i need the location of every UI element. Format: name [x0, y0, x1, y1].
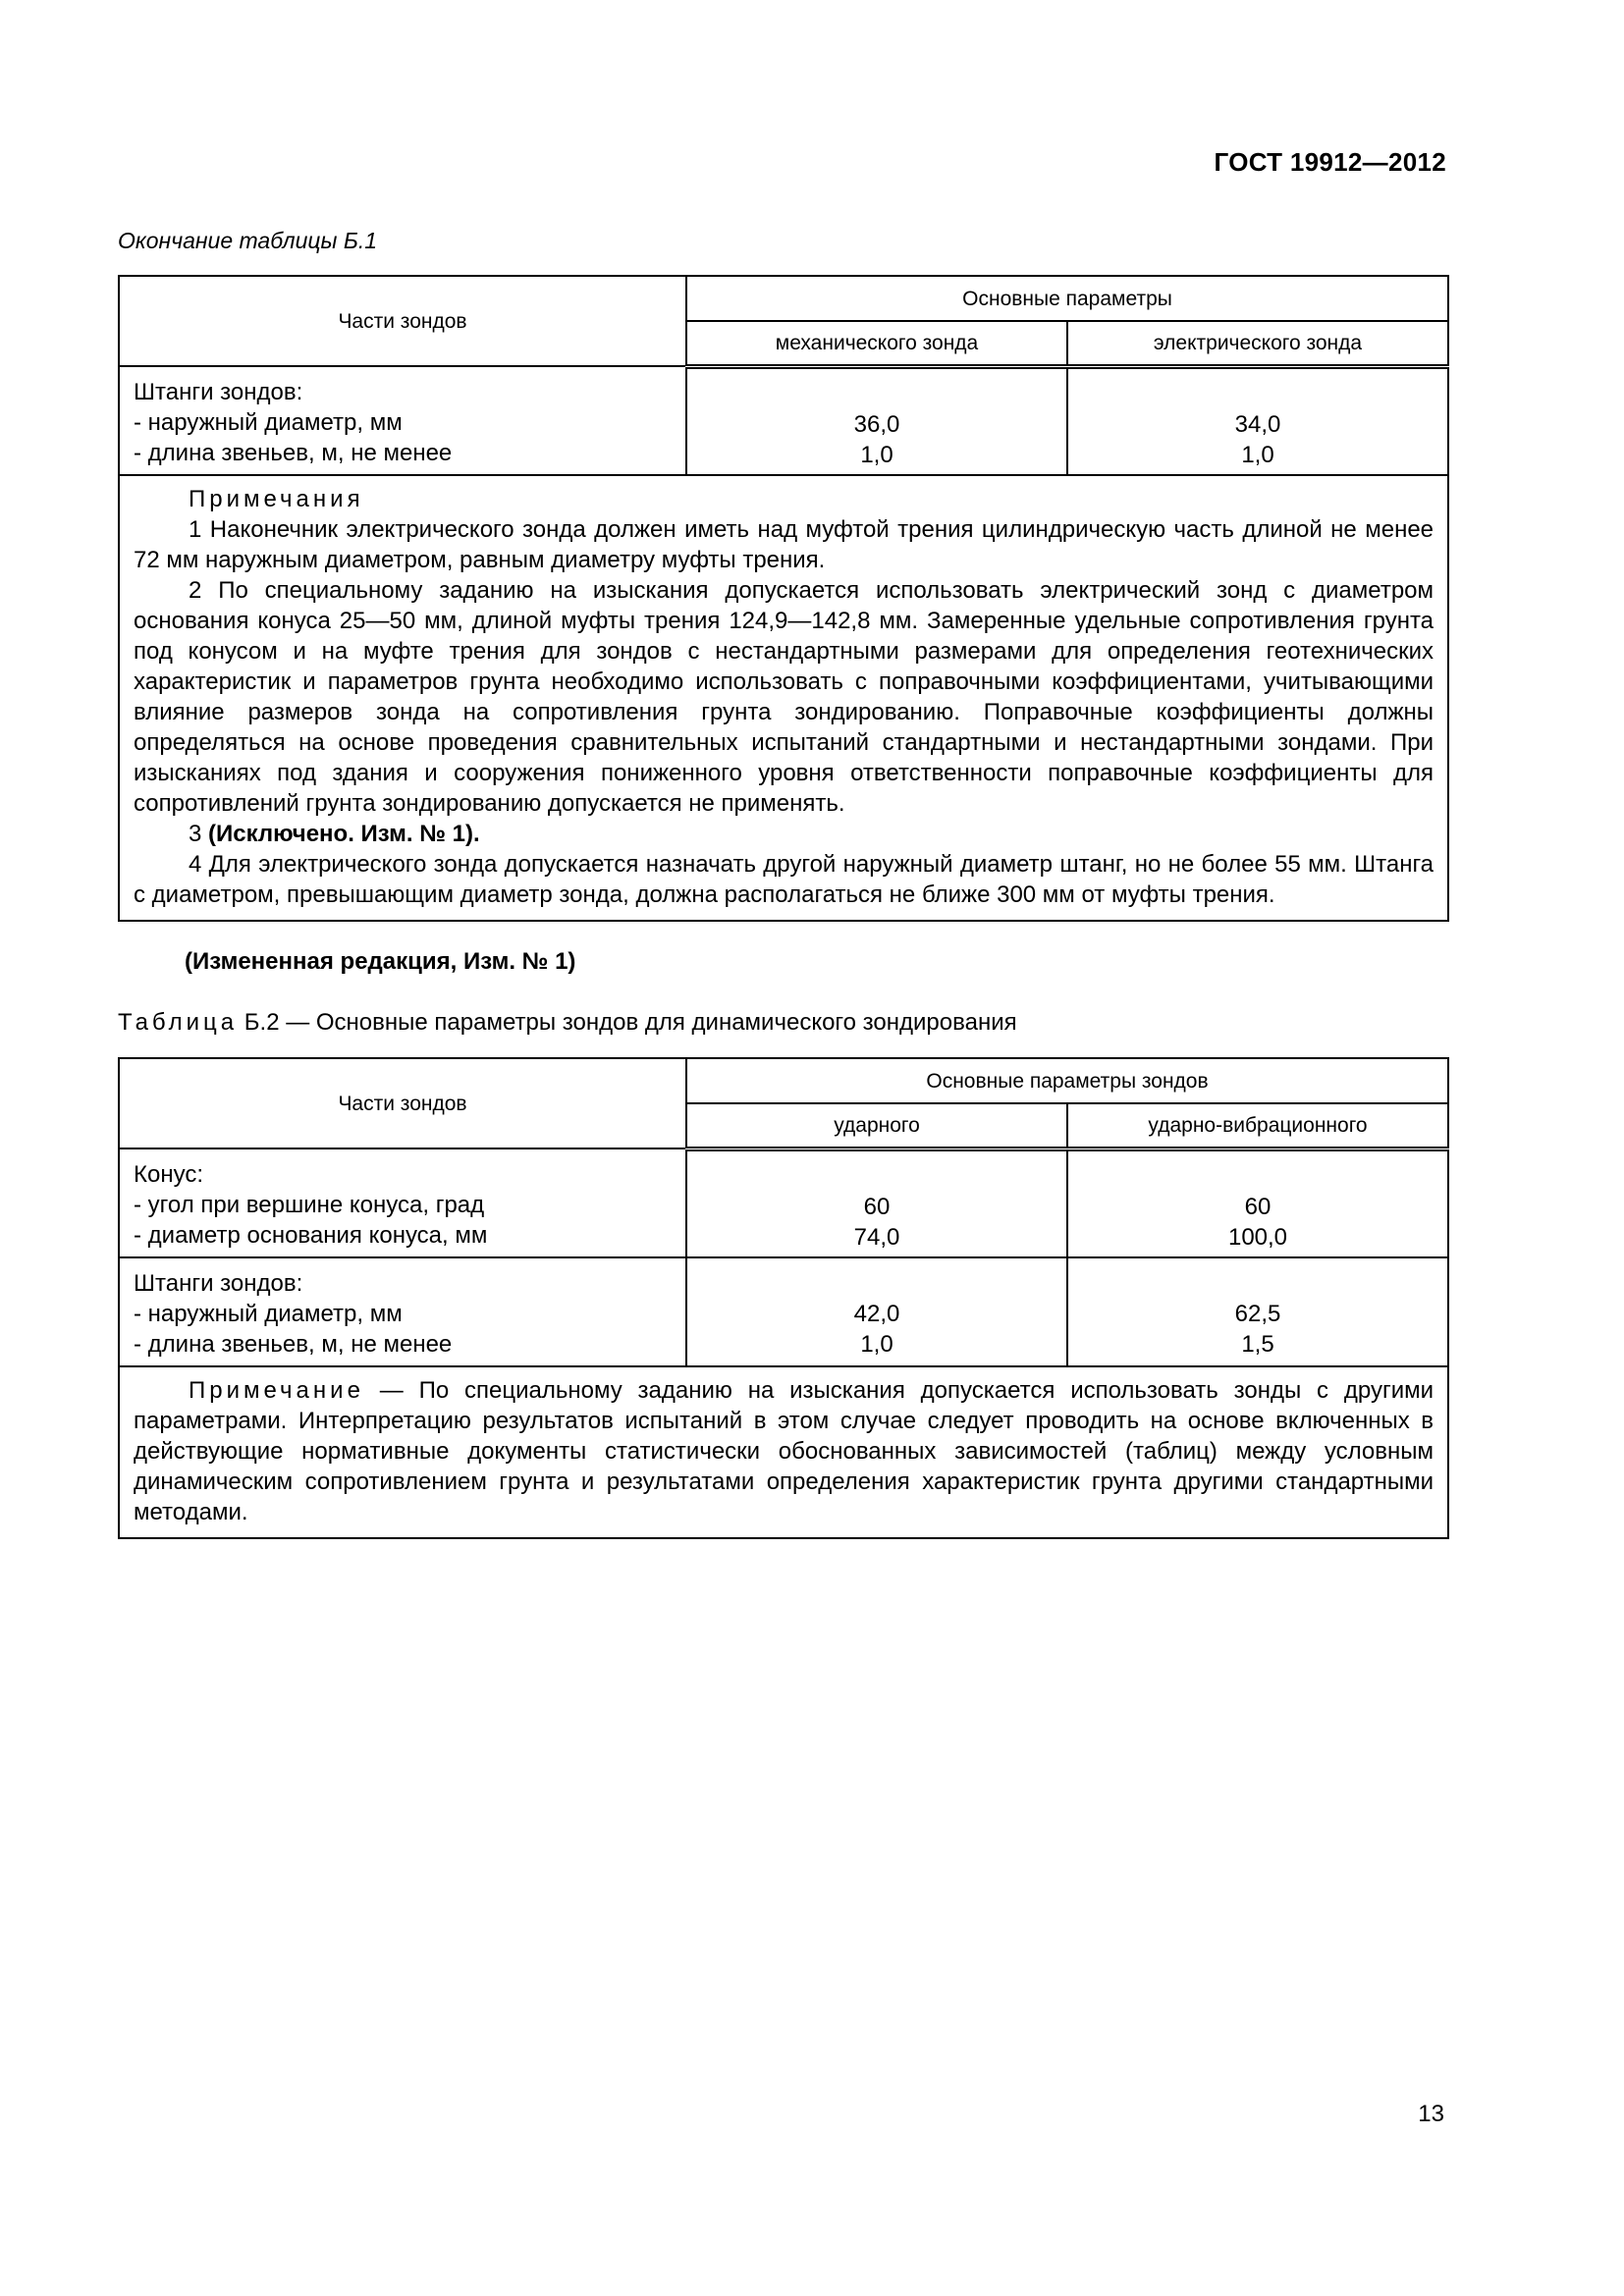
note-2: 2 По специальному заданию на изыскания допускается использовать электрический зонд с диаметром основания конуса 25—50 мм, длиной муфты трения 124,9—142,8 мм. Замеренные удельные сопротивления грунта под конусом и на муфте трения для зондов с нестандартными размерами для определения геотехнических характеристик и параметров грунта необходимо использовать с поправочными коэффициентами, учитывающими влияние размеров зонда на сопротивления грунта зондированию. Поправочные коэффициенты должны определяться на основе проведения сравнительных испытаний стандартными и нестандартными зондами. При изысканиях под здания и сооружения пониженного уровня ответственности поправочные коэффициенты для сопротивлений грунта зондированию допускается не применять. — [134, 577, 1435, 817]
cell-value: 36,0 — [853, 410, 900, 438]
cell-value: 1,5 — [1241, 1331, 1274, 1358]
cell-value: 1,0 — [1241, 441, 1274, 468]
note-3-text: (Исключено. Изм. № 1). — [208, 821, 480, 847]
table2-title-text: Б.2 — Основные параметры зондов для динамического зондирования — [244, 1009, 1017, 1036]
row-item: - длина звеньев, м, не менее — [134, 440, 453, 466]
note-1: 1 Наконечник электрического зонда должен иметь над муфтой трения цилиндрическую часть длиной не менее 72 мм наружным диаметром, равным диаметру муфты трения. — [134, 516, 1435, 573]
table2-note — [134, 1375, 1434, 1527]
table2-header-parts: Части зондов — [119, 1058, 686, 1148]
row-item: - диаметр основания конуса, мм — [134, 1222, 488, 1249]
table1-header-group: Основные параметры — [686, 276, 1448, 321]
row-item: - угол при вершине конуса, град — [134, 1192, 485, 1218]
table-row — [119, 366, 1448, 475]
table2-header-group: Основные параметры зондов — [686, 1058, 1448, 1103]
table2-note-text: — По специальному заданию на изыскания допускается использовать зонды с другими параметрами. Интерпретацию результатов испытаний в этом случае следует проводить на основе включенных в действующие нормативные документы статистически обоснованных зависимостей (таблиц) между условным динамическим сопротивлением грунта и результатами определения характеристик грунта другими стандартными методами. — [134, 1377, 1435, 1525]
table1-header-mech: механического зонда — [686, 321, 1067, 366]
notes-heading: Примечания — [189, 486, 364, 512]
table1-header-parts: Части зондов — [119, 276, 686, 366]
table2-header-impact: ударного — [686, 1103, 1067, 1148]
cell-value: 1,0 — [860, 1331, 893, 1358]
notes-row — [119, 1366, 1448, 1538]
cell-value: 1,0 — [860, 441, 893, 468]
cell-value: 62,5 — [1234, 1301, 1281, 1327]
note-3 — [134, 819, 1434, 849]
document-code: ГОСТ 19912—2012 — [1214, 147, 1446, 177]
table1-caption: Окончание таблицы Б.1 — [118, 228, 378, 253]
cell-value: 42,0 — [853, 1301, 900, 1327]
row-title: Штанги зондов: — [134, 379, 303, 405]
table2-title-prefix: Таблица — [118, 1009, 239, 1036]
cell-value: 100,0 — [1227, 1223, 1288, 1251]
table-b1 — [118, 275, 1449, 922]
cell-value: 34,0 — [1234, 410, 1281, 438]
row-title: Штанги зондов: — [134, 1270, 303, 1297]
notes-row — [119, 475, 1448, 921]
row-item: - наружный диаметр, мм — [134, 409, 403, 436]
cell-value: 60 — [1244, 1193, 1272, 1220]
cell-value: 74,0 — [853, 1223, 900, 1251]
note-3-number: 3 — [189, 821, 202, 847]
table-row — [119, 1257, 1448, 1366]
table-row — [119, 1148, 1448, 1257]
table2-title — [118, 1009, 1017, 1037]
table2-header-vibro: ударно-вибрационного — [1067, 1103, 1448, 1148]
row-title: Конус: — [134, 1161, 203, 1188]
cell-value: 60 — [863, 1193, 891, 1220]
row-item: - наружный диаметр, мм — [134, 1301, 403, 1327]
table2-note-label: Примечание — [189, 1377, 364, 1404]
page-number: 13 — [1418, 2101, 1444, 2127]
note-4: 4 Для электрического зонда допускается назначать другой наружный диаметр штанг, но не более 55 мм. Штанга с диаметром, превышающим диаметр зонда, должна располагаться не ближе 300 мм от муфты трения. — [134, 851, 1435, 908]
row-item: - длина звеньев, м, не менее — [134, 1331, 453, 1358]
table1-header-elec: электрического зонда — [1067, 321, 1448, 366]
table-b2 — [118, 1057, 1449, 1539]
amendment-note: (Измененная редакция, Изм. № 1) — [185, 948, 576, 975]
